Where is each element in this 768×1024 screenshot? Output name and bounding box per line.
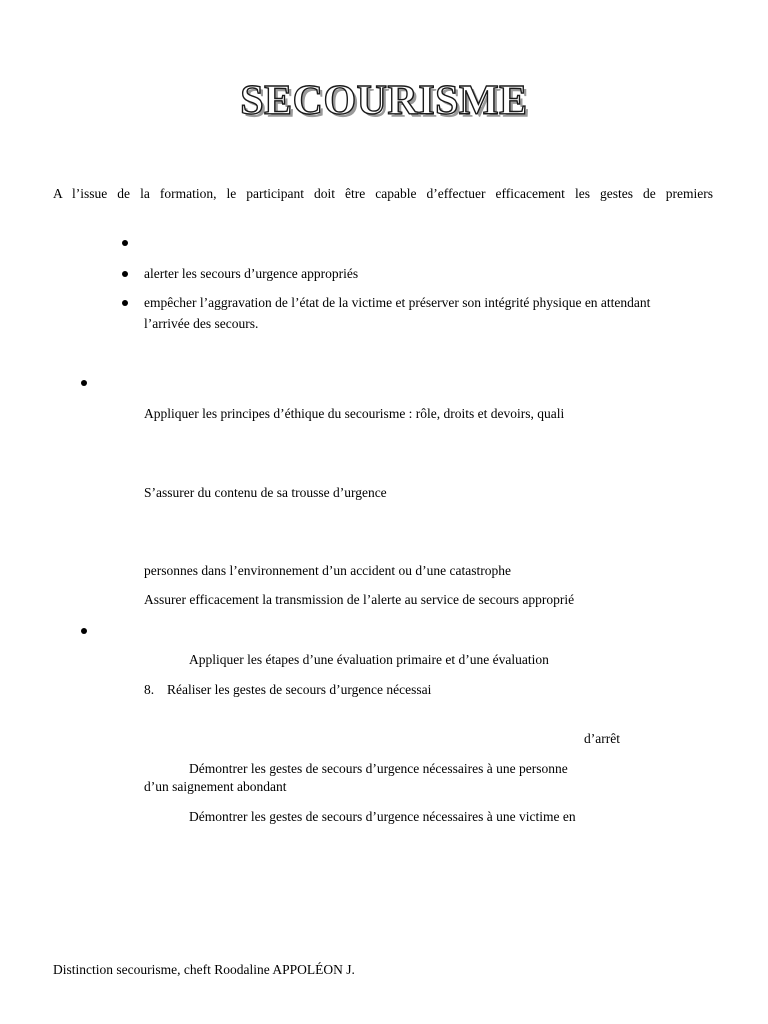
bullet-dot xyxy=(81,380,87,386)
section-b-line-2: Réaliser les gestes de secours d’urgence nécessai xyxy=(167,682,432,697)
section-a-line-2: S’assurer du contenu de sa trousse d’urgence xyxy=(144,485,387,500)
page-title: SECOURISME xyxy=(240,78,528,124)
objective-item-3-line-1: empêcher l’aggravation de l’état de la victime et préserver son intégrité physique en attendant xyxy=(144,295,651,310)
section-b-line-5: Démontrer les gestes de secours d’urgence nécessaires à une victime en xyxy=(189,809,576,824)
section-a-line-1: Appliquer les principes d’éthique du secourisme : rôle, droits et devoirs, quali xyxy=(144,406,565,421)
objective-item-2: alerter les secours d’urgence appropriés xyxy=(144,266,359,281)
section-b-line-4a: Démontrer les gestes de secours d’urgence nécessaires à une personne xyxy=(189,761,568,776)
bullet-dot xyxy=(81,628,87,634)
section-b-line-4b: d’un saignement abondant xyxy=(144,779,287,794)
footer-credit: Distinction secourisme, cheft Roodaline APPOLÉON J. xyxy=(53,962,355,977)
bullet-dot xyxy=(122,240,128,246)
bullet-dot xyxy=(122,300,128,306)
section-a-line-3: personnes dans l’environnement d’un accident ou d’une catastrophe xyxy=(144,563,511,578)
objective-item-3-line-2: l’arrivée des secours. xyxy=(144,316,259,331)
intro-paragraph: A l’issue de la formation, le participant doit être capable d’effectuer efficacement les gestes de premiers xyxy=(53,186,713,201)
section-b-item-number: 8. xyxy=(144,682,155,697)
section-a-line-4: Assurer efficacement la transmission de l’alerte au service de secours approprié xyxy=(144,592,575,607)
section-b-line-1: Appliquer les étapes d’une évaluation primaire et d’une évaluation xyxy=(189,652,549,667)
section-b-line-3: d’arrêt xyxy=(584,731,620,746)
bullet-dot xyxy=(122,271,128,277)
